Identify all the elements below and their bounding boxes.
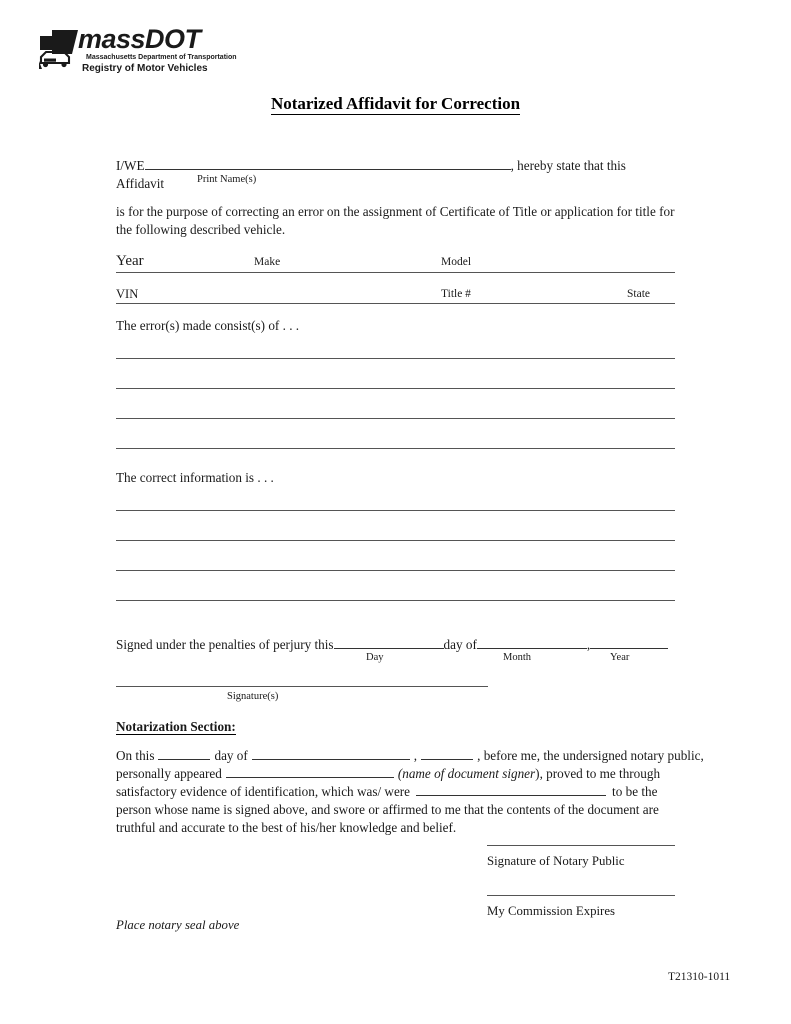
notary-month-blank[interactable] (252, 759, 410, 760)
state-label: State (627, 288, 650, 300)
signature-rule[interactable] (116, 686, 488, 687)
notarization-line-3 (116, 783, 696, 801)
print-names-caption: Print Name(s) (197, 174, 257, 185)
commission-expires-caption: My Commission Expires (487, 904, 615, 918)
notary-line1-suffix: , before me, the undersigned notary public, (477, 748, 704, 763)
year-blank[interactable] (590, 648, 668, 649)
month-blank[interactable] (477, 648, 587, 649)
errors-blank-line[interactable] (116, 388, 675, 389)
notary-seal-note: Place notary seal above (116, 918, 240, 932)
correction-blank-line[interactable] (116, 510, 675, 511)
errors-blank-line[interactable] (116, 418, 675, 419)
iwe-suffix: , hereby state that this Affidavit (116, 158, 626, 191)
notarization-heading (116, 718, 236, 736)
vehicle-row-2-rule[interactable] (116, 303, 675, 304)
model-label: Model (441, 256, 472, 268)
notary-signature-caption: Signature of Notary Public (487, 854, 625, 868)
day-blank[interactable] (334, 648, 444, 649)
notarization-line-1 (116, 747, 704, 765)
errors-blank-line[interactable] (116, 358, 675, 359)
on-this-label: On this (116, 748, 155, 763)
make-label: Make (254, 256, 281, 268)
signature-caption: Signature(s) (227, 691, 279, 702)
notary-signature-rule[interactable] (487, 845, 675, 846)
evidence-blank[interactable] (416, 795, 606, 796)
notary-line3-suffix: to be the (612, 784, 658, 799)
month-caption: Month (503, 652, 532, 663)
page-title-text: Notarized Affidavit for Correction (270, 94, 521, 113)
vin-label: VIN (116, 287, 139, 301)
notarization-line-5: truthful and accurate to the best of his/her knowledge and belief. (116, 820, 457, 835)
year-caption: Year (610, 652, 630, 663)
notary-line2-suffix: ), proved to me through (535, 766, 661, 781)
vehicle-row-1-rule[interactable] (116, 272, 675, 273)
intro-paragraph: is for the purpose of correcting an error on the assignment of Certificate of Title or application for title for the following described vehicle. (116, 204, 675, 237)
correction-blank-line[interactable] (116, 600, 675, 601)
massdot-logo (38, 26, 238, 72)
logo-agency-line-2: Registry of Motor Vehicles (82, 63, 208, 74)
personally-appeared-label: personally appeared (116, 766, 222, 781)
notarization-heading-text: Notarization Section: (116, 719, 236, 734)
page-title (0, 94, 791, 114)
notary-year-blank[interactable] (421, 759, 473, 760)
signer-hint: (name of document signer (397, 766, 536, 781)
correction-blank-line[interactable] (116, 540, 675, 541)
day-caption: Day (366, 652, 384, 663)
signed-comma: , (586, 637, 591, 652)
signed-prefix: Signed under the penalties of perjury this (116, 637, 334, 652)
correction-blank-line[interactable] (116, 570, 675, 571)
signed-middle: day of (443, 637, 477, 652)
logo-wordmark: massDOT (78, 24, 201, 54)
errors-blank-line[interactable] (116, 448, 675, 449)
logo-agency-line-1: Massachusetts Department of Transportation (86, 54, 237, 61)
title-number-label: Title # (441, 288, 471, 300)
notarization-line-2 (116, 765, 696, 783)
year-label: Year (116, 253, 144, 269)
day-of-label: day of (214, 748, 248, 763)
iwe-name-blank[interactable] (145, 169, 511, 170)
errors-heading: The error(s) made consist(s) of . . . (116, 318, 300, 333)
signer-name-blank[interactable] (226, 777, 394, 778)
notarization-line-4: person whose name is signed above, and swore or affirmed to me that the contents of the document are (116, 802, 659, 817)
signed-under-penalties-line (116, 636, 696, 654)
iwe-label: I/WE (116, 158, 145, 173)
evidence-label: satisfactory evidence of identification, which was/ were (116, 784, 411, 799)
correction-heading: The correct information is . . . (116, 470, 274, 485)
commission-expires-rule[interactable] (487, 895, 675, 896)
form-number: T21310-1011 (668, 971, 731, 983)
notary-day-blank[interactable] (158, 759, 210, 760)
notary-comma-1: , (413, 748, 418, 763)
